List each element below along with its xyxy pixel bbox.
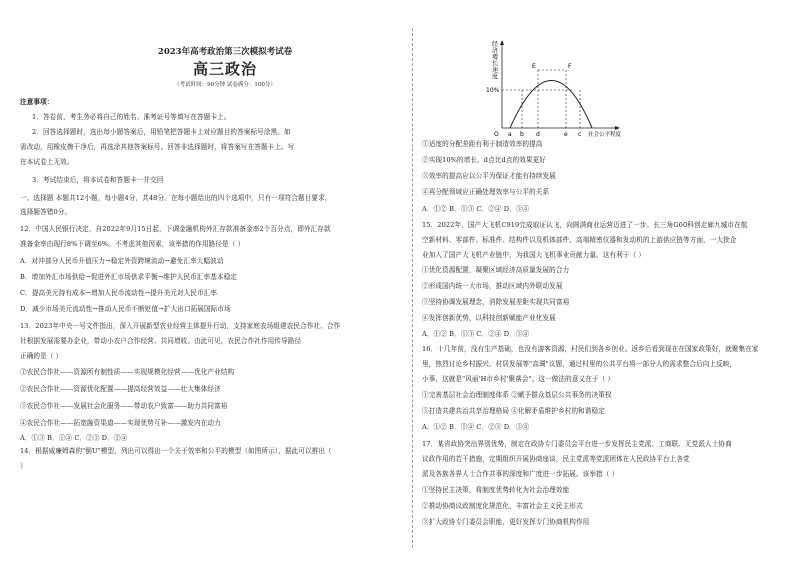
q13-line: 正确的是（ ） [20,352,63,360]
q13-option: ③农民合作社——发展社会化服务——带动农户致富——助力共同富裕 [20,402,228,410]
q16-line: 小事，这就是"风丽'H市乡村'聚落会"。这一做法的意义在于（ ） [422,375,615,383]
q14-statement: ②实现10%的增长，d点比d点的效果更好 [422,156,547,164]
y-axis-label-char: 增 [492,54,499,61]
q15-line: 15．2022年，国产大飞机C919完成取证认飞，向圆满商业运营迈进了一步。长三角G60科创走廊九城市在航 [422,221,748,229]
q13-answers: A．①③ B．①④ C．②③ D．②④ [20,434,128,442]
q15-statement: ①优化资源配置，凝聚区域经济高质量发展的合力 [422,266,570,274]
q12-option: A．对冲部分人民币升值压力→稳定外资跨境流动→避免汇率大幅波动 [20,257,224,265]
q14-line: 14．根据威廉姆森的"倒U"模型，列出可以得出一个关于效率和公平的模型（如图所示），据此可以推出（ [20,447,332,455]
y-axis-label-char: 度 [492,73,499,81]
q17-statement: ①坚持民主决策，将制度优势转化为社会治理效能 [422,486,570,494]
q16-answers: A．①② B．①④ C．②③ D．③④ [422,423,530,431]
q14-statement: ③效率的提高应以公平为保证才能有持续发展 [422,172,556,180]
x-tick-label: e [564,131,568,138]
notes-item: 3．考试结束后，将本试卷和答题卡一并交回 [32,176,164,184]
q17-line: 17．某省政协突出界别优势，制定在政协专门委员会平台进一步发挥民主党派、工商联、无党派人士协商 [422,440,732,448]
x-axis-label: 社会公平程度 [588,132,622,138]
notes-item: 2．回答选择题时，选出每小题答案后，用铅笔把答题卡上对应题目的答案标号涂黑。如 [32,128,291,136]
q17-line: 议政作用的若干措施，定期组织开展协商座谈，民主党派等党派团体在人民政协平台上各党 [422,455,690,463]
q15-statement: ②形成国内统一大市场，推动区域内外联动发展 [422,282,563,290]
column-divider [412,28,413,548]
q15-answers: A．①② B．①③ C．②④ D．③④ [422,330,530,338]
q13-option: ①农民合作社——资源所有制性质——实现规模化经营——优化产业结构 [20,368,235,376]
x-axis-arrow [615,126,620,130]
q14-statement: ④再分配领域应正确处理效率与公平的关系 [422,188,550,196]
y-axis-arrow [500,40,504,45]
y-axis-label-char: 济 [492,47,499,55]
notes-item: 需改动，用橡皮擦干净后，再选涂其他答案标号。回答非选择题时，将答案写在答题卡上。写 [20,143,295,151]
q12-option: D．减少市场美元流动性→推动人民币不断贬值→扩大出口拓展国际市场 [20,305,231,313]
y-axis-label-char: 经 [492,41,499,48]
q15-line: 空新材料、零部件、标准件、结构件以及机体部件、高端精密仪器和发动机的上游供应链等方面，一大批企 [422,236,737,244]
q16-line: 16．十几年前，没有生产基础，也没有游客资源，村民们到各乡创业。返乡后看到现在在国家政策好，就聚集在家 [422,345,759,353]
inverted-u-chart [442,38,632,138]
q15-statement: ④发挥创新优势，以科技创新赋能产业化发展 [422,314,556,322]
y-axis-label-char: 速 [492,67,499,74]
notes-item: 在本试卷上无效。 [20,158,74,166]
point-f-label: F [568,63,572,70]
x-tick-label: b [520,131,524,138]
q14-statement: ①适度的分配差距有利于制造效率的提高 [422,140,543,148]
q13-option: ④农民合作社——拓宽融资渠道——实现优势互补——激发内在动力 [20,419,221,427]
q12-option: C．提高美元持有成本→增加人民币流动性→提升美元对人民币汇率 [20,289,218,297]
y-axis-label [492,40,498,81]
x-tick-label: a [508,131,512,138]
q17-statement: ③扩大政协专门委员会职能，更好发挥专门协商机构作用 [422,518,590,526]
y-tick-label: 10% [486,87,500,94]
q13-line: 社根据发展需要办企业，带动小农户合作经营、共同增收。由此可见，农民合作社作用传导路径 [20,337,302,345]
origin-label: O [494,131,499,138]
y-axis-label-char: 长 [492,60,499,68]
point-e-label: E [532,63,536,70]
q15-statement: ③坚持协调发展理念，消除发展差距实现共同富裕 [422,298,570,306]
q14-answers: A．①② B．①③ C．②④ D．③④ [422,205,530,213]
q15-line: 业加入了国产大飞机产业链中，为我国大飞机事业贡献力量。这有利于（ ） [422,251,646,259]
q13-line: 13．2023年中央一号文件指出，深入开展新型农业经营主体提升行动，支持家庭农场组建农民合作社、合作 [20,322,341,330]
q13-option: ②农民合作社——资源优化配置——提高经营效益——壮大集体经济 [20,385,221,393]
x-tick-label: c [578,131,582,138]
exam-info: （考试时间：90分钟 试卷满分：100分） [174,82,276,88]
q14-line: ） [20,462,27,470]
section-heading: 选择题答错0分。 [20,208,72,216]
exam-title: 2023年高考政治第三次模拟考试卷 [157,47,293,57]
q12-line: 12．中国人民银行决定，自2022年9月15日起，下调金融机构外汇存款准备金率2个百分点，即外汇存款 [20,225,331,233]
q16-statement: ①完善基层社会治理制度体系 ②赋予群众基层公共事务的决策权 [422,391,612,399]
q12-option: B．增加外汇市场供给→促进外汇市场供求平衡→维护人民币汇率基本稳定 [20,273,238,281]
inverted-u-curve [510,81,592,129]
notes-heading: 注意事项： [20,98,54,106]
x-tick-label: d [536,131,540,138]
q17-statement: ②推动协商议政制度化规范化，丰富社会主义民主形式 [422,502,583,510]
q17-line: 派及各族各界人士合作共事的深度和广度进一步拓展。该举措（ ） [422,470,619,478]
subject-title: 高三政治 [192,60,257,78]
q12-line: 准备金率由现行8%下调至6%。不考虑其他因素，该举措的作用路径是（ ） [20,240,245,248]
section-heading: 一、选择题 本题共12小题，每小题4分，共48分。在每小题给出的四个选项中，只有一项符合题目要求， [20,194,332,202]
notes-item: 1．答卷前，考生务必将自己的姓名、准考证号等填写在答题卡上。 [32,113,231,121]
q16-statement: ③打造共建共治共享治理格局 ④化解矛盾维护乡村的和谐稳定 [422,407,605,415]
q16-line: 里，热烈讨论乡村振兴、村居发展等"高调"议题，通过村里的公共平台将一部分人的需求整合后向上反映， [422,360,737,368]
